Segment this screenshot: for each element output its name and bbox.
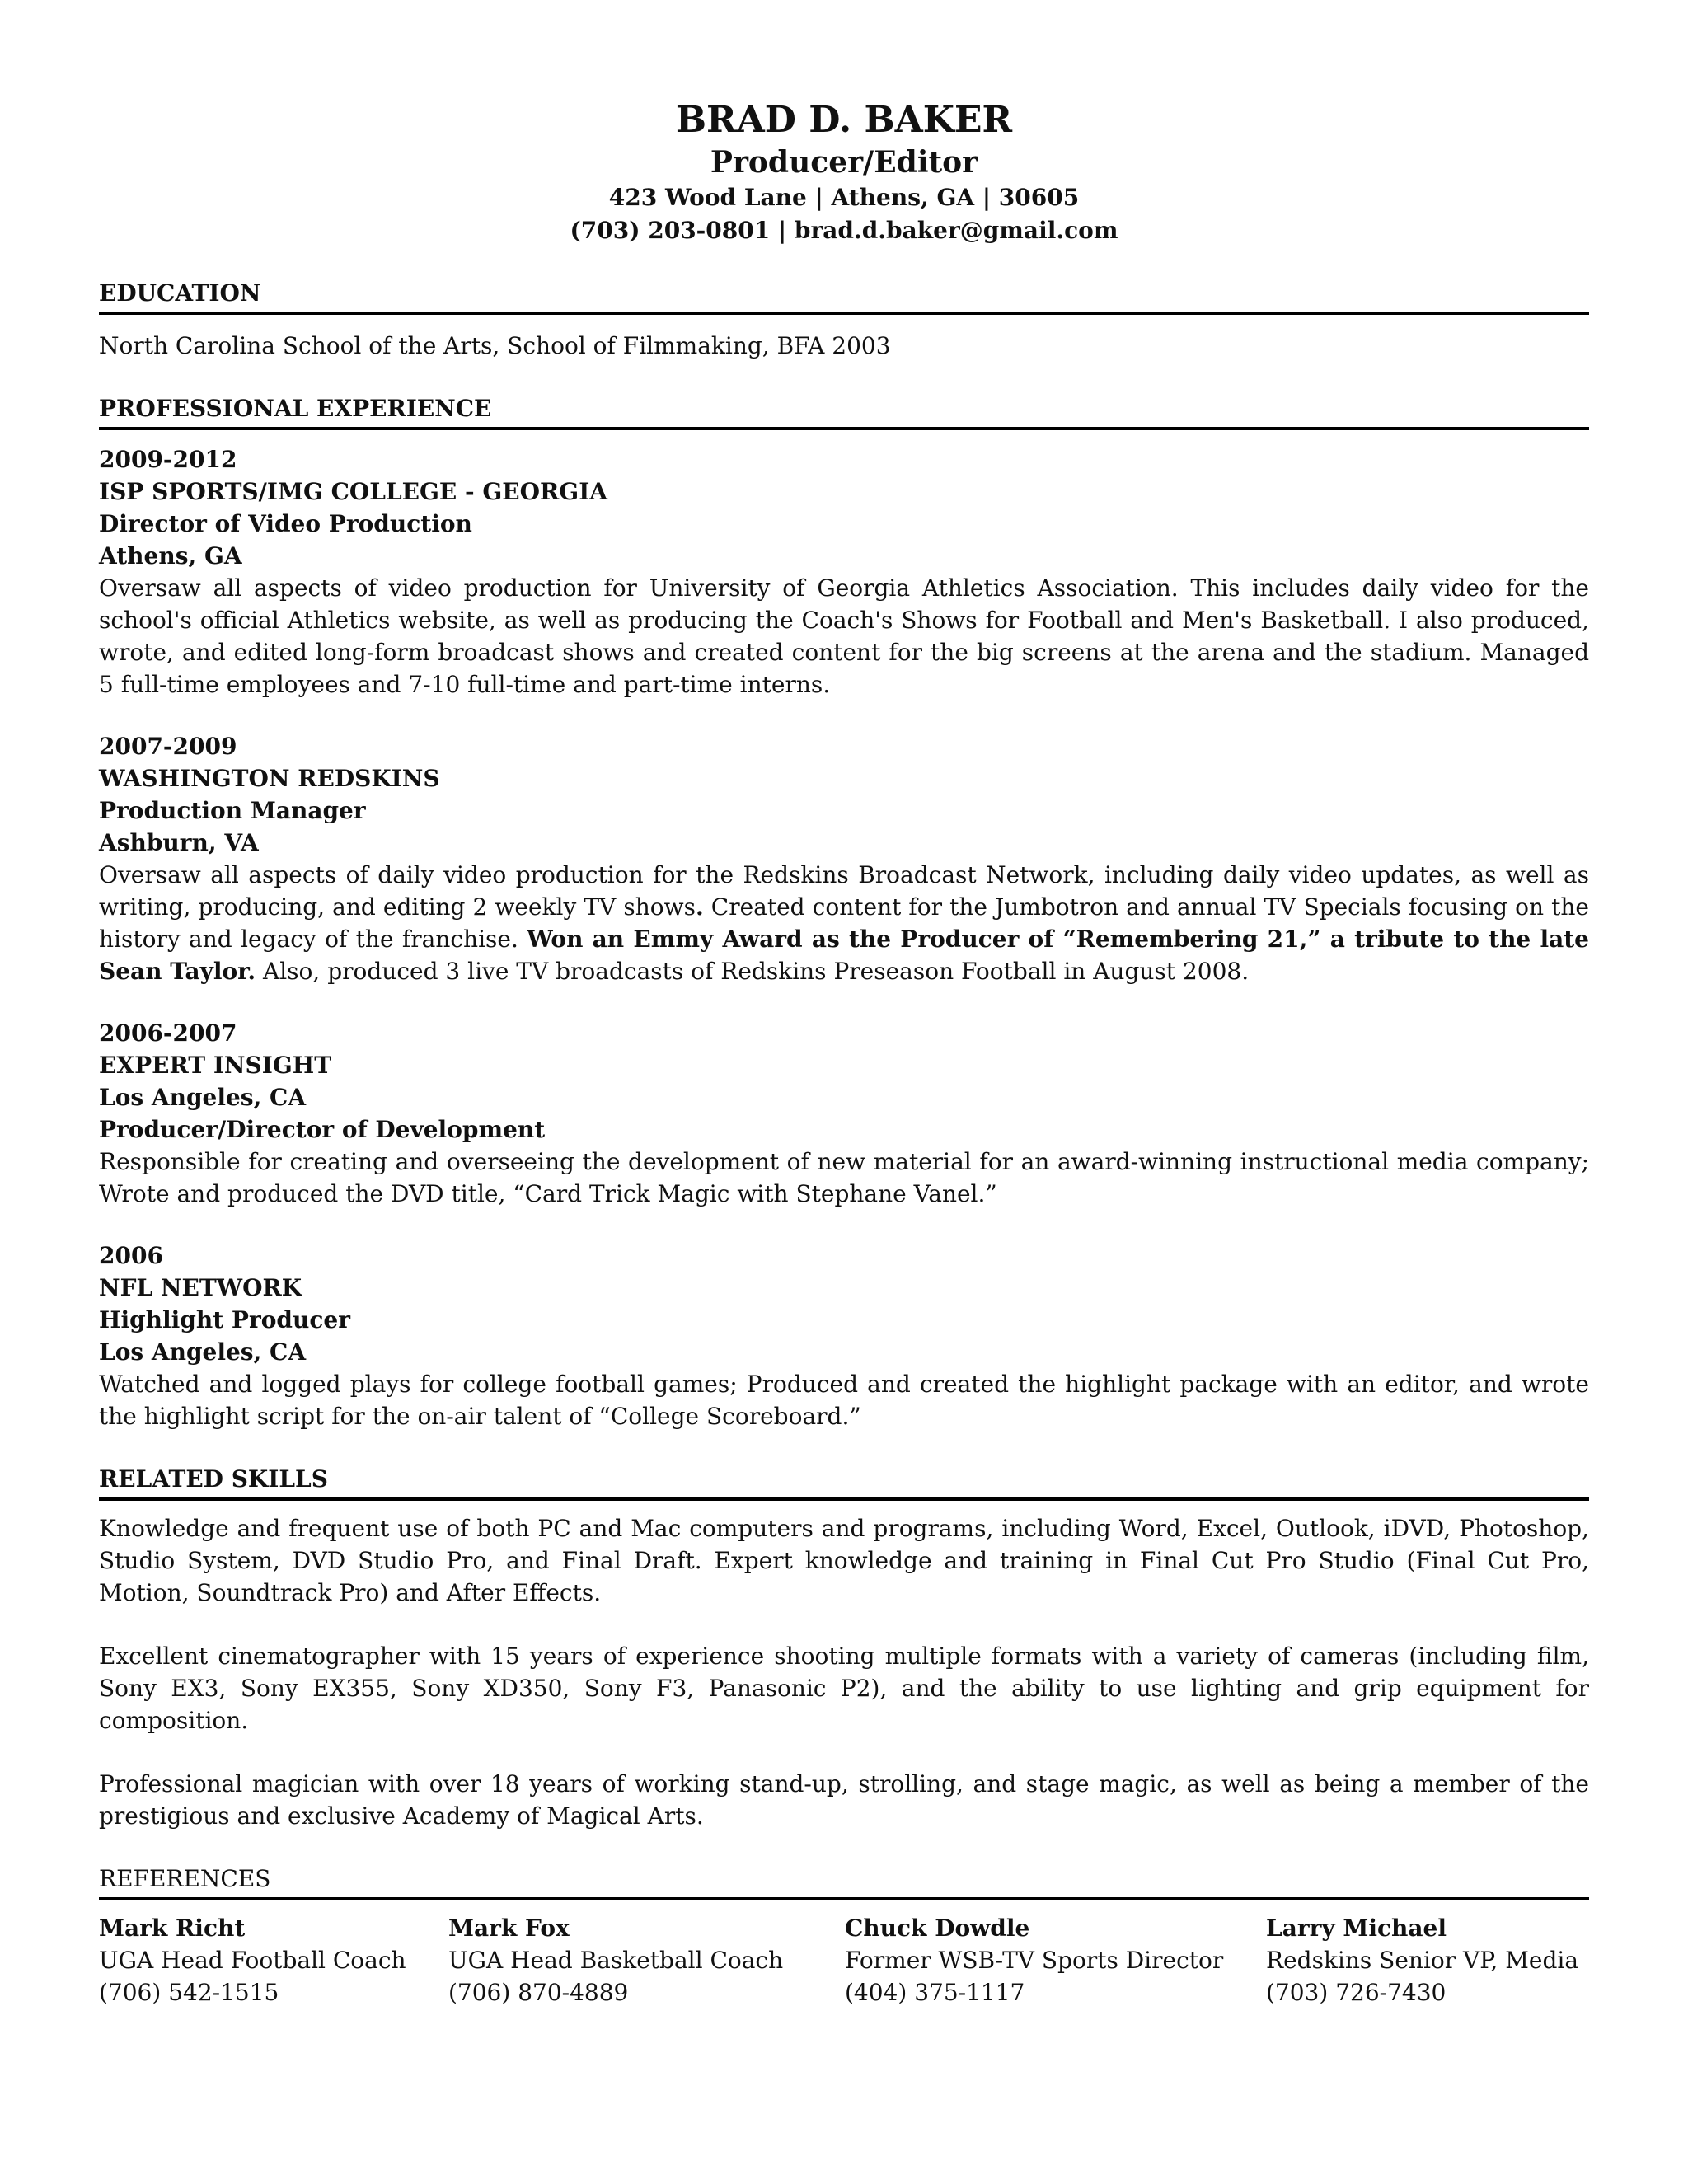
references-section bbox=[99, 1863, 1589, 2008]
job-years: 2007-2009 bbox=[99, 733, 237, 760]
job-years: 2006-2007 bbox=[99, 1019, 237, 1047]
job-title: Production Manager bbox=[99, 797, 366, 824]
job-years: 2006 bbox=[99, 1242, 163, 1269]
reference-title: UGA Head Basketball Coach bbox=[448, 1947, 784, 1974]
job-entry bbox=[99, 1240, 1589, 1432]
references-list bbox=[99, 1912, 1589, 2008]
reference-name: Larry Michael bbox=[1266, 1915, 1447, 1942]
job-entry bbox=[99, 443, 1589, 701]
job-description: Oversaw all aspects of video production for University of Georgia Athletics Association. This includes daily video for the school's official Athletics website, as well as producing the Coach's Shows for Football and Men's Basketball. I also produced, wrote, and edited long-form broadcast shows and created content for the big screens at the arena and the stadium. Managed 5 full-time employees and 7-10 full-time and part-time interns. bbox=[99, 574, 1589, 698]
job-years: 2009-2012 bbox=[99, 446, 237, 473]
resume-header bbox=[99, 97, 1589, 247]
job-description-part: Oversaw all aspects of daily video production for the Redskins Broadcast Network, including daily video updates, as well as writing, producing, and editing 2 weekly TV shows bbox=[99, 861, 1589, 921]
job-description: Watched and logged plays for college football games; Produced and created the highlight package with an editor, and wrote the highlight script for the on-air talent of “College Scoreboard.” bbox=[99, 1371, 1589, 1430]
job-company: NFL NETWORK bbox=[99, 1274, 302, 1301]
candidate-contact: (703) 203-0801 | brad.d.baker@gmail.com bbox=[570, 217, 1118, 244]
job-location: Los Angeles, CA bbox=[99, 1338, 307, 1366]
job-description bbox=[99, 859, 1589, 987]
job-company: ISP SPORTS/IMG COLLEGE - GEORGIA bbox=[99, 478, 608, 505]
reference-title: UGA Head Football Coach bbox=[99, 1947, 406, 1974]
reference-title: Former WSB-TV Sports Director bbox=[845, 1947, 1224, 1974]
candidate-address: 423 Wood Lane | Athens, GA | 30605 bbox=[608, 184, 1080, 211]
job-location: Los Angeles, CA bbox=[99, 1084, 307, 1111]
job-title: Highlight Producer bbox=[99, 1306, 350, 1333]
skill-paragraph: Excellent cinematographer with 15 years of experience shooting multiple formats with a variety of cameras (including film, Sony EX3, Sony EX355, Sony XD350, Sony F3, Panasonic P2), and the ability to use lighting and grip equipment for composition. bbox=[99, 1643, 1589, 1734]
skills-section bbox=[99, 1463, 1589, 1832]
skills-heading: RELATED SKILLS bbox=[99, 1463, 1589, 1501]
education-entry: North Carolina School of the Arts, School of Filmmaking, BFA 2003 bbox=[99, 332, 891, 359]
job-company: EXPERT INSIGHT bbox=[99, 1052, 332, 1079]
reference-phone: (706) 870-4889 bbox=[448, 1979, 629, 2006]
reference-entry bbox=[448, 1912, 845, 2008]
candidate-name: BRAD D. BAKER bbox=[675, 99, 1013, 141]
job-title: Producer/Director of Development bbox=[99, 1116, 546, 1143]
reference-name: Chuck Dowdle bbox=[845, 1915, 1030, 1942]
job-location: Ashburn, VA bbox=[99, 829, 259, 856]
emmy-award-highlight: Won an Emmy Award as the Producer of “Remembering 21,” a tribute to the late Sean Taylor. bbox=[99, 926, 1589, 985]
reference-phone: (706) 542-1515 bbox=[99, 1979, 279, 2006]
skill-paragraph: Knowledge and frequent use of both PC and Mac computers and programs, including Word, Excel, Outlook, iDVD, Photoshop, Studio System, DVD Studio Pro, and Final Draft. Expert knowledge and training in Final Cut Pro Studio (Final Cut Pro, Motion, Soundtrack Pro) and After Effects. bbox=[99, 1515, 1589, 1606]
reference-name: Mark Richt bbox=[99, 1915, 246, 1942]
experience-section bbox=[99, 392, 1589, 1432]
job-title: Director of Video Production bbox=[99, 510, 472, 537]
job-description: Responsible for creating and overseeing the development of new material for an award-winning instructional media company; Wrote and produced the DVD title, “Card Trick Magic with Stephane Vanel.” bbox=[99, 1148, 1589, 1207]
experience-heading: PROFESSIONAL EXPERIENCE bbox=[99, 392, 1589, 430]
job-description-part: Created content for the Jumbotron and annual TV Specials focusing on the history and legacy of the franchise. bbox=[99, 893, 1589, 953]
resume-content bbox=[99, 97, 1589, 2008]
job-company: WASHINGTON REDSKINS bbox=[99, 765, 440, 792]
education-section bbox=[99, 277, 1589, 362]
job-location: Athens, GA bbox=[99, 542, 242, 569]
reference-entry bbox=[845, 1912, 1266, 2008]
job-description-period: . bbox=[695, 893, 704, 921]
job-entry bbox=[99, 1017, 1589, 1210]
reference-entry bbox=[1266, 1912, 1589, 2008]
reference-phone: (404) 375-1117 bbox=[845, 1979, 1025, 2006]
reference-title: Redskins Senior VP, Media bbox=[1266, 1947, 1579, 1974]
job-entry bbox=[99, 730, 1589, 987]
skill-paragraph: Professional magician with over 18 years of working stand-up, strolling, and stage magic, as well as being a member of the prestigious and exclusive Academy of Magical Arts. bbox=[99, 1770, 1589, 1830]
references-heading: REFERENCES bbox=[99, 1863, 1589, 1900]
candidate-role: Producer/Editor bbox=[710, 145, 978, 180]
reference-entry bbox=[99, 1912, 448, 2008]
reference-phone: (703) 726-7430 bbox=[1266, 1979, 1447, 2006]
job-description-part: Also, produced 3 live TV broadcasts of Redskins Preseason Football in August 2008. bbox=[256, 958, 1250, 985]
reference-name: Mark Fox bbox=[448, 1915, 570, 1942]
education-heading: EDUCATION bbox=[99, 277, 1589, 315]
